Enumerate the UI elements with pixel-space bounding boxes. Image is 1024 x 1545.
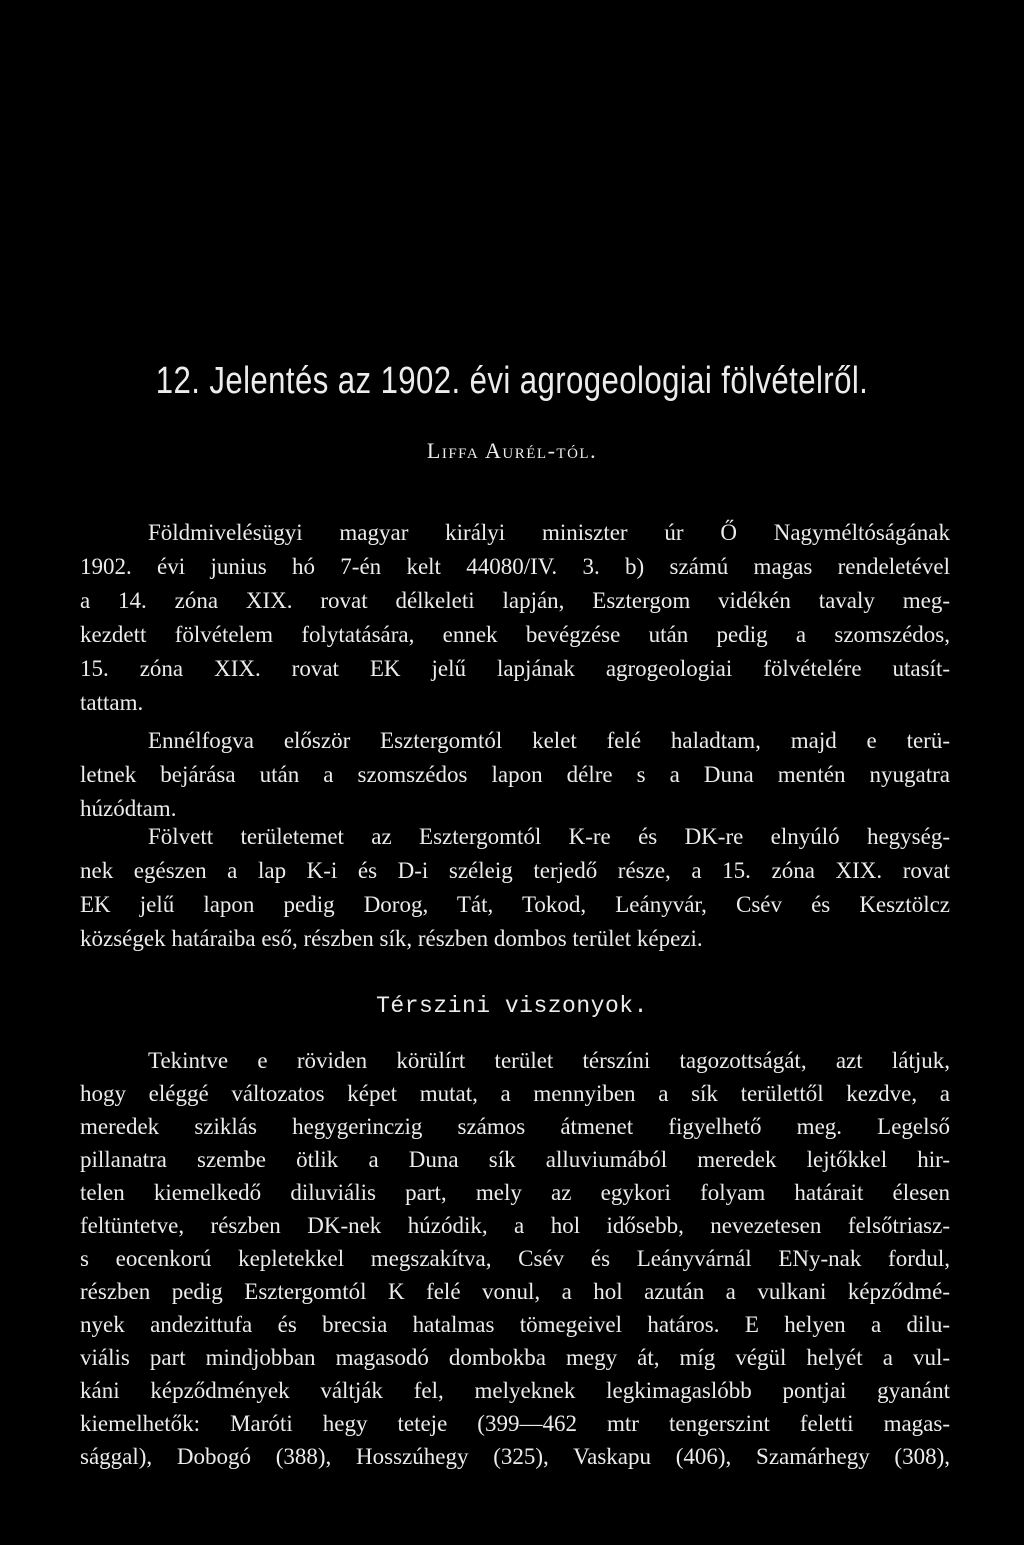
text-line: tattam. xyxy=(80,690,144,715)
text-line: községek határaiba eső, részben sík, részben dombos terület képezi. xyxy=(80,926,703,951)
text-line: nyek andezittufa és brecsia hatalmas tömegeivel határos. E helyen a dilu- xyxy=(80,1312,950,1337)
text-line: kezdett fölvételem folytatására, ennek bevégzése után pedig a szomszédos, xyxy=(80,622,950,647)
text-line: EK jelű lapon pedig Dorog, Tát, Tokod, Leányvár, Csév és Kesztölcz xyxy=(80,892,950,917)
text-line: részben pedig Esztergomtól K felé vonul, a hol azután a vulkani képződmé- xyxy=(80,1279,950,1304)
text-line: s eocenkorú kepletekkel megszakítva, Csév és Leányvárnál ENy-nak fordul, xyxy=(80,1246,950,1271)
text-line: Földmivelésügyi magyar királyi miniszter úr Ő Nagyméltóságának xyxy=(148,520,950,545)
paragraph-area xyxy=(80,820,950,956)
text-line: letnek bejárása után a szomszédos lapon délre s a Duna mentén nyugatra xyxy=(80,762,950,787)
text-line: húzódtam. xyxy=(80,796,177,821)
text-line: nek egészen a lap K-i és D-i széleig terjedő része, a 15. zóna XIX. rovat xyxy=(80,858,950,883)
text-line: telen kiemelkedő diluviális part, mely az egykori folyam határait élesen xyxy=(80,1180,950,1205)
section-heading: Térszini viszonyok. xyxy=(376,993,648,1019)
text-line: káni képződmények váltják fel, melyeknek legkimagaslóbb pontjai gyanánt xyxy=(80,1378,950,1403)
paragraph-route xyxy=(80,724,950,826)
text-line: hogy eléggé változatos képet mutat, a mennyiben a sík területtől kezdve, a xyxy=(80,1081,950,1106)
report-author: Liffa Aurél-tól. xyxy=(426,438,598,463)
text-line: a 14. zóna XIX. rovat délkeleti lapján, Esztergom vidékén tavaly meg- xyxy=(80,588,950,613)
text-line: feltüntetve, részben DK-nek húzódik, a hol idősebb, nevezetesen felsőtriasz- xyxy=(80,1213,950,1238)
text-line: sággal), Dobogó (388), Hosszúhegy (325), Vaskapu (406), Szamárhegy (308), xyxy=(80,1444,950,1469)
text-line: Ennélfogva először Esztergomtól kelet felé haladtam, majd e terü- xyxy=(148,728,950,753)
text-line: Tekintve e röviden körülírt terület térszíni tagozottságát, azt látjuk, xyxy=(148,1048,950,1073)
paragraph-commission xyxy=(80,516,950,720)
text-line: kiemelhetők: Maróti hegy teteje (399—462 mtr tengerszint feletti magas- xyxy=(80,1411,950,1436)
text-line: pillanatra szembe ötlik a Duna sík alluviumából meredek lejtőkkel hir- xyxy=(80,1147,950,1172)
text-line: Fölvett területemet az Esztergomtól K-re és DK-re elnyúló hegység- xyxy=(148,824,950,849)
paragraph-terrain xyxy=(80,1044,950,1473)
text-line: meredek sziklás hegygerinczig számos átmenet figyelhető meg. Legelső xyxy=(80,1114,950,1139)
report-title: 12. Jelentés az 1902. évi agrogeologiai fölvételről. xyxy=(155,360,869,402)
text-line: viális part mindjobban magasodó dombokba megy át, míg végül helyét a vul- xyxy=(80,1345,950,1370)
text-line: 15. zóna XIX. rovat EK jelű lapjának agrogeologiai fölvételére utasít- xyxy=(80,656,950,681)
text-line: 1902. évi junius hó 7-én kelt 44080/IV. 3. b) számú magas rendeletével xyxy=(80,554,950,579)
